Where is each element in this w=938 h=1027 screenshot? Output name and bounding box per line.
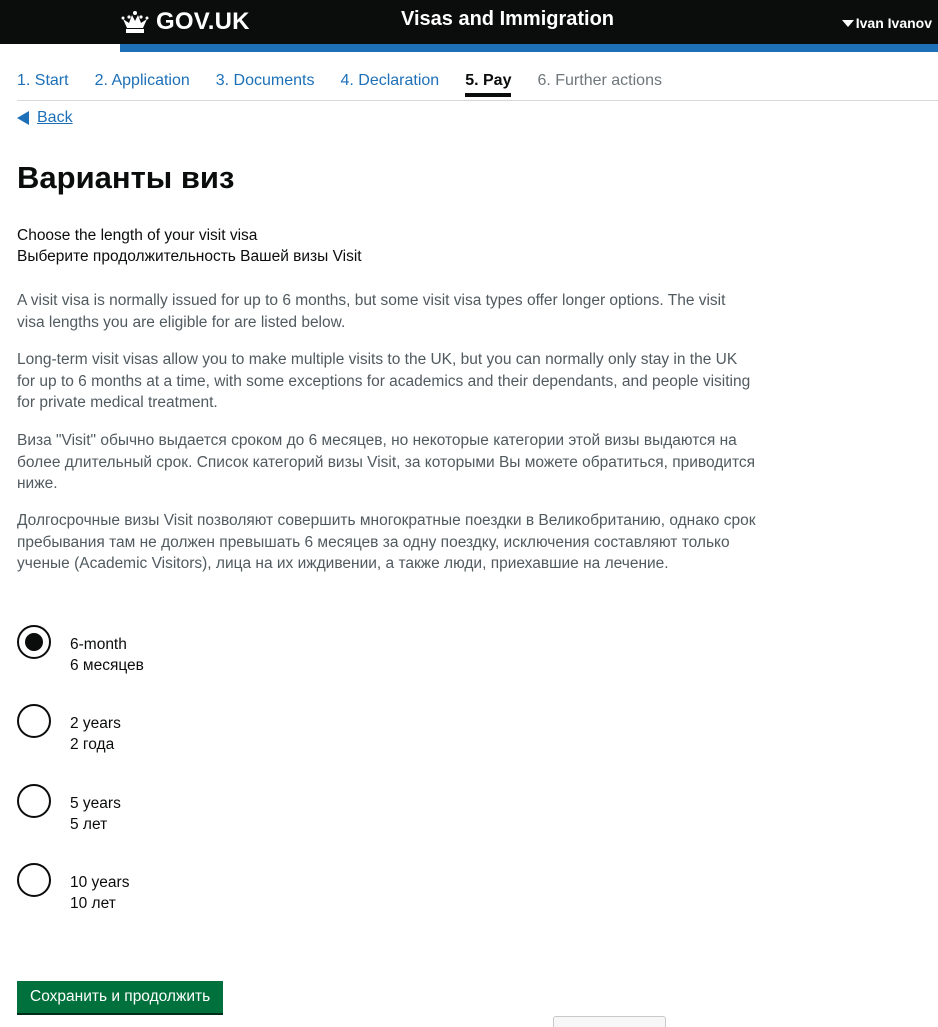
radio-label[interactable] <box>70 634 144 676</box>
radio-button[interactable] <box>17 863 51 897</box>
save-and-continue-button[interactable]: Сохранить и продолжить <box>17 981 223 1013</box>
radio-button[interactable] <box>17 784 51 818</box>
step-application[interactable]: 2. Application <box>94 72 190 89</box>
step-pay-current: 5. Pay <box>465 72 511 96</box>
radio-option-5-years[interactable] <box>17 784 121 835</box>
radio-label-en: 6-month <box>70 636 127 653</box>
radio-button[interactable] <box>17 704 51 738</box>
hint-paragraph-3: Виза "Visit" обычно выдается сроком до 6 месяцев, но некоторые категории этой визы выдаются на более длительный срок. Список категорий визы Visit, за которыми Вы можете обратиться, приводится ниже. <box>17 432 756 492</box>
step-documents[interactable]: 3. Documents <box>215 72 315 89</box>
radio-option-10-years[interactable] <box>17 863 129 914</box>
radio-label-en: 2 years <box>70 715 121 732</box>
header-stripe <box>120 44 938 52</box>
service-name-link[interactable]: Visas and Immigration <box>401 8 615 30</box>
question-heading <box>17 225 362 267</box>
back-link[interactable] <box>17 109 73 127</box>
back-label: Back <box>37 109 73 126</box>
radio-label-ru: 10 лет <box>70 895 116 912</box>
radio-label-en: 10 years <box>70 874 130 891</box>
back-arrow-icon <box>17 111 29 125</box>
govuk-logo-link[interactable] <box>120 6 250 38</box>
radio-label-ru: 2 года <box>70 736 115 753</box>
page-title: Варианты виз <box>17 160 235 195</box>
step-navigation <box>17 72 688 96</box>
radio-button[interactable] <box>17 625 51 659</box>
radio-label-ru: 5 лет <box>70 816 108 833</box>
radio-label-ru: 6 месяцев <box>70 657 144 674</box>
radio-label-en: 5 years <box>70 795 121 812</box>
caret-down-icon <box>842 20 854 27</box>
step-start[interactable]: 1. Start <box>17 72 69 89</box>
site-header <box>0 0 938 44</box>
step-further-actions: 6. Further actions <box>537 72 662 89</box>
user-name: Ivan Ivanov <box>855 15 932 31</box>
radio-label[interactable] <box>70 793 121 835</box>
radio-option-2-years[interactable] <box>17 704 121 755</box>
hint-paragraph-4: Долгосрочные визы Visit позволяют совершить многократные поездки в Великобританию, однако срок пребывания там не должен превышать 6 месяцев за одну поездку, исключения составляют только ученые (Academic Visitors), лица на их иждивении, а также люди, приехавшие на лечение. <box>17 512 756 572</box>
crown-icon <box>120 9 150 35</box>
hint-paragraph-1: A visit visa is normally issued for up to 6 months, but some visit visa types offer longer options. The visit visa lengths you are eligible for are listed below. <box>17 292 726 331</box>
radio-option-6-month[interactable] <box>17 625 144 676</box>
step-divider <box>17 100 938 101</box>
logo-text: GOV.UK <box>156 8 250 35</box>
step-declaration[interactable]: 4. Declaration <box>340 72 440 89</box>
user-menu[interactable] <box>842 15 932 31</box>
question-en: Choose the length of your visit visa <box>17 227 258 244</box>
radio-label[interactable] <box>70 872 129 914</box>
question-ru: Выберите продолжительность Вашей визы Visit <box>17 248 362 265</box>
radio-label[interactable] <box>70 713 121 755</box>
partial-element <box>553 1016 666 1027</box>
hint-paragraph-2: Long-term visit visas allow you to make multiple visits to the UK, but you can normally only stay in the UK for up to 6 months at a time, with some exceptions for academics and their dependants, and people visiting for private medical treatment. <box>17 351 751 411</box>
